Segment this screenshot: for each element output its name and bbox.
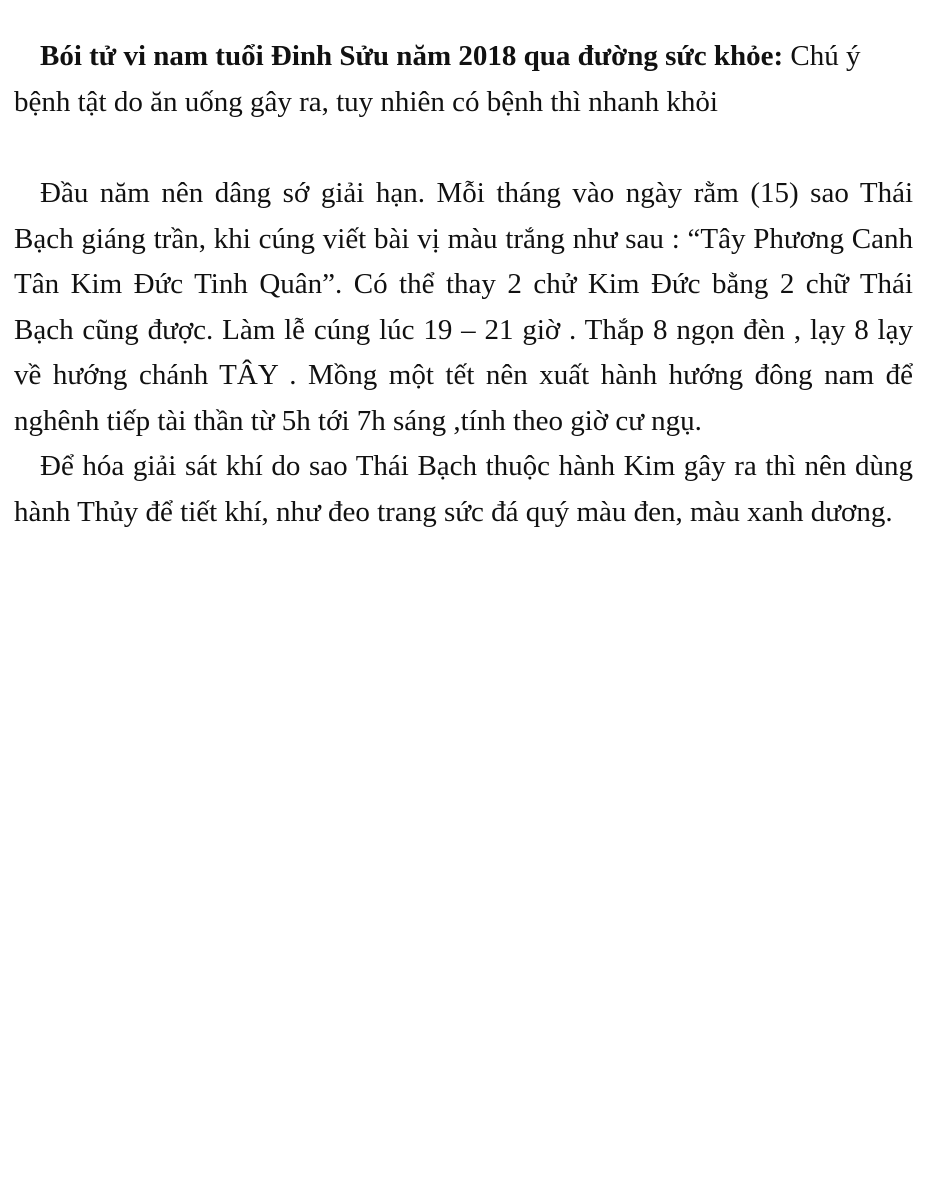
paragraph-ritual: Đầu năm nên dâng sớ giải hạn. Mỗi tháng vào ngày rằm (15) sao Thái Bạch giáng trần, khi cúng viết bài vị màu trắng như sau : “Tây Phương Canh Tân Kim Đức Tinh Quân”. Có thể thay 2 chử Kim Đức bằng 2 chữ Thái Bạch cũng được. Làm lễ cúng lúc 19 – 21 giờ . Thắp 8 ngọn đèn , lạy 8 lạy về hướng chánh TÂY . Mồng một tết nên xuất hành hướng đông nam để nghênh tiếp tài thần từ 5h tới 7h sáng ,tính theo giờ cư ngụ. [14, 177, 913, 437]
paragraph-remedy: Để hóa giải sát khí do sao Thái Bạch thuộc hành Kim gây ra thì nên dùng hành Thủy để tiết khí, như đeo trang sức đá quý màu đen, màu xanh dương. [14, 450, 913, 528]
document-page [14, 34, 913, 535]
section-heading [14, 34, 913, 125]
paragraph-spacer [14, 125, 913, 171]
heading-bold-text: Bói tử vi nam tuổi Đinh Sửu năm 2018 qua đường sức khỏe: [40, 40, 784, 72]
heading-normal-text: Chú ý bệnh tật do ăn uống gây ra, tuy nhiên có bệnh thì nhanh khỏi [14, 40, 861, 118]
